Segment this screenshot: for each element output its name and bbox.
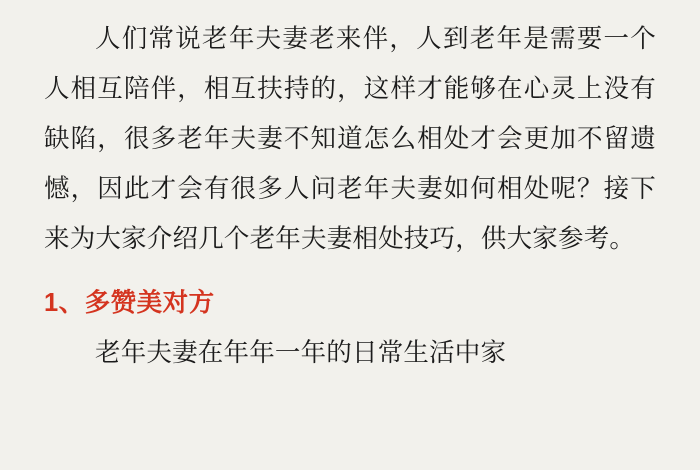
paragraph-next-partial: 老年夫妻在年年一年的日常生活中家 [95,339,507,367]
next-paragraph-clip [44,328,656,367]
paragraph-intro: 人们常说老年夫妻老来伴，人到老年是需要一个人相互陪伴，相互扶持的，这样才能够在心灵上没有缺陷，很多老年夫妻不知道怎么相处才会更加不留遗憾，因此才会有很多人问老年夫妻如何相处呢？接下来为大家介绍几个老年夫妻相处技巧，供大家参考。 [44,25,656,253]
article-body [44,14,656,367]
section-heading-1: 1、多赞美对方 [44,289,215,317]
